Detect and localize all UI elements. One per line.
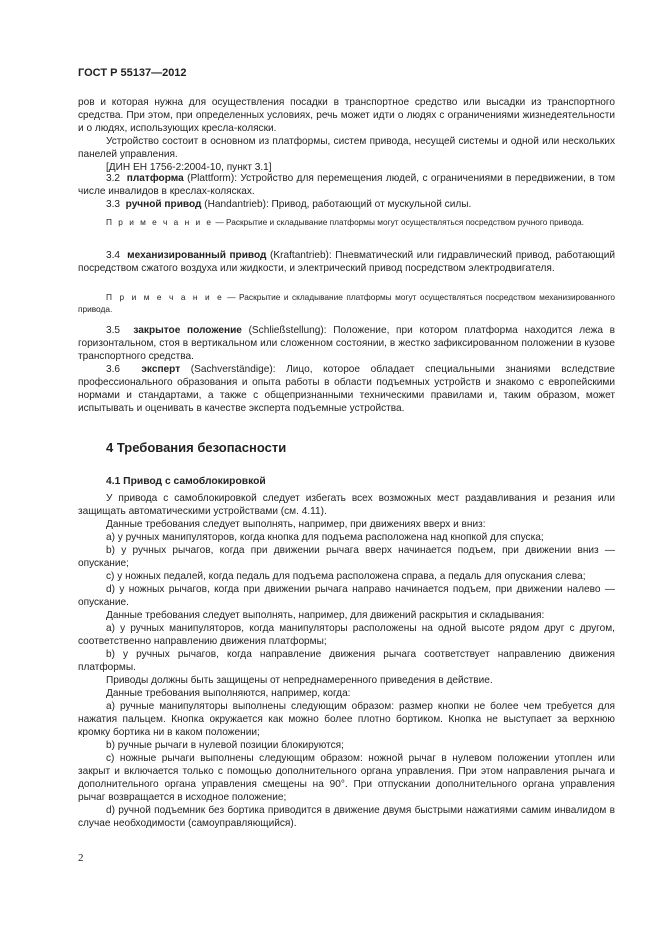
term-3-5	[78, 324, 615, 363]
note-1	[78, 217, 615, 229]
term-3-3	[78, 198, 615, 211]
list-item: b) у ручных рычагов, когда при движении рычага вверх начинается подъем, при движении вниз — опускание;	[78, 545, 615, 569]
term-text: (Plattform): Устройство для перемещения людей, с ограничениями в передвижении, в том числе инвалидов в креслах-колясках.	[78, 173, 616, 197]
term-number: 3.5	[106, 325, 121, 336]
paragraph: ров и которая нужна для осуществления посадки в транспортное средство или высадки из транспортного средства. При этом, при определенных условиях, речь может идти о людях с ограничениями жизнедеятельности и о людях, использующих кресла-коляски.	[78, 97, 615, 134]
list-item: b) ручные рычаги в нулевой позиции блокируются;	[106, 740, 344, 751]
term-text: (Schließstellung): Положение, при котором платформа находится лежа в горизонтальном, стоя в вертикальном или сложенном состоянии, в жестко зафиксированном положении в кузове транспортного средства.	[78, 325, 616, 362]
section-heading: 4 Требования безопасности	[106, 440, 287, 455]
term-number: 3.6	[106, 364, 121, 375]
term-name: платформа	[126, 173, 184, 184]
term-number: 3.4	[106, 250, 121, 261]
paragraph: Устройство состоит в основном из платформы, систем привода, несущей системы и одной или нескольких панелей управления.	[78, 136, 615, 160]
definition-intro	[78, 96, 615, 174]
paragraph: Приводы должны быть защищены от непреднамеренного приведения в действие.	[106, 675, 493, 686]
paragraph: Данные требования выполняются, например, когда:	[106, 688, 351, 699]
note-text: — Раскрытие и складывание платформы могут осуществляться посредством механизированного привода.	[78, 292, 616, 314]
reference: [ДИН ЕН 1756-2:2004-10, пункт 3.1]	[106, 162, 272, 173]
term-3-2	[78, 172, 615, 198]
subsection-heading: 4.1 Привод с самоблокировкой	[106, 476, 266, 487]
term-name: механизированный привод	[127, 250, 267, 261]
term-text: (Handantrieb): Привод, работающий от мускульной силы.	[201, 199, 472, 210]
section-body	[78, 492, 615, 830]
term-number: 3.3	[106, 199, 121, 210]
paragraph: Данные требования следует выполнять, например, для движений раскрытия и складывания:	[106, 610, 545, 621]
term-text: (Sachverständige): Лицо, которое обладает специальными знаниями вследствие профессионального образования и опыта работы в области подъемных устройств и знакомо с европейскими нормами и стандартами, а также с общепризнанными техническими правилами и, таким образом, может испытывать и оценивать в качестве эксперта подъемные устройства.	[78, 364, 616, 414]
list-item: d) у ножных рычагов, когда при движении рычага направо начинается подъем, при движении налево — опускание.	[78, 584, 615, 608]
list-item: b) у ручных рычагов, когда направление движения рычага соответствует направлению движения платформы.	[78, 649, 615, 673]
paragraph: У привода с самоблокировкой следует избегать всех возможных мест раздавливания и резания или защищать автоматическими устройствами (см. 4.11).	[78, 493, 615, 517]
term-3-6	[78, 363, 615, 415]
term-number: 3.2	[106, 173, 121, 184]
paragraph: Данные требования следует выполнять, например, при движениях вверх и вниз:	[106, 519, 486, 530]
term-name: закрытое положение	[133, 325, 242, 336]
note-2	[78, 292, 615, 315]
term-name: эксперт	[141, 364, 181, 375]
term-name: ручной привод	[125, 199, 202, 210]
list-item: a) ручные манипуляторы выполнены следующим образом: размер кнопки не более чем требуется для нажатия пальцем. Кнопка окружается как можно более плотно бортиком. Кнопка не выступает за верхнюю кромку бортика ни в каком положении;	[78, 701, 615, 738]
list-item: a) у ручных манипуляторов, когда кнопка для подъема расположена над кнопкой для спуска;	[106, 532, 544, 543]
list-item: a) у ручных манипуляторов, когда манипуляторы расположены на одной высоте рядом друг с другом, соответственно направлению движения платформы;	[78, 623, 615, 647]
list-item: c) ножные рычаги выполнены следующим образом: ножной рычаг в нулевом положении утоплен или закрыт и включается только с помощью дополнительного органа управления. При этом направления рычага и дополнительного органа управления смещены на 90°. При отпускании дополнительного органа управления рычаг возвращается в исходное положение;	[78, 753, 615, 803]
list-item: c) у ножных педалей, когда педаль для подъема расположена справа, а педаль для опускания слева;	[106, 571, 586, 582]
term-3-4	[78, 249, 615, 275]
note-label: П р и м е ч а н и е	[106, 217, 214, 227]
note-label: П р и м е ч а н и е	[106, 292, 224, 302]
document-header: ГОСТ Р 55137—2012	[78, 67, 187, 79]
note-text: — Раскрытие и складывание платформы могут осуществляться посредством ручного привода.	[213, 217, 584, 227]
list-item: d) ручной подъемник без бортика приводится в движение двумя быстрыми нажатиями самим инвалидом в случае необходимости (самоуправляющийся).	[78, 805, 615, 829]
term-text: (Kraftantrieb): Пневматический или гидравлический привод, работающий посредством сжатого воздуха или жидкости, и электрический привод посредством электродвигателя.	[78, 250, 616, 274]
page-number: 2	[78, 852, 84, 864]
